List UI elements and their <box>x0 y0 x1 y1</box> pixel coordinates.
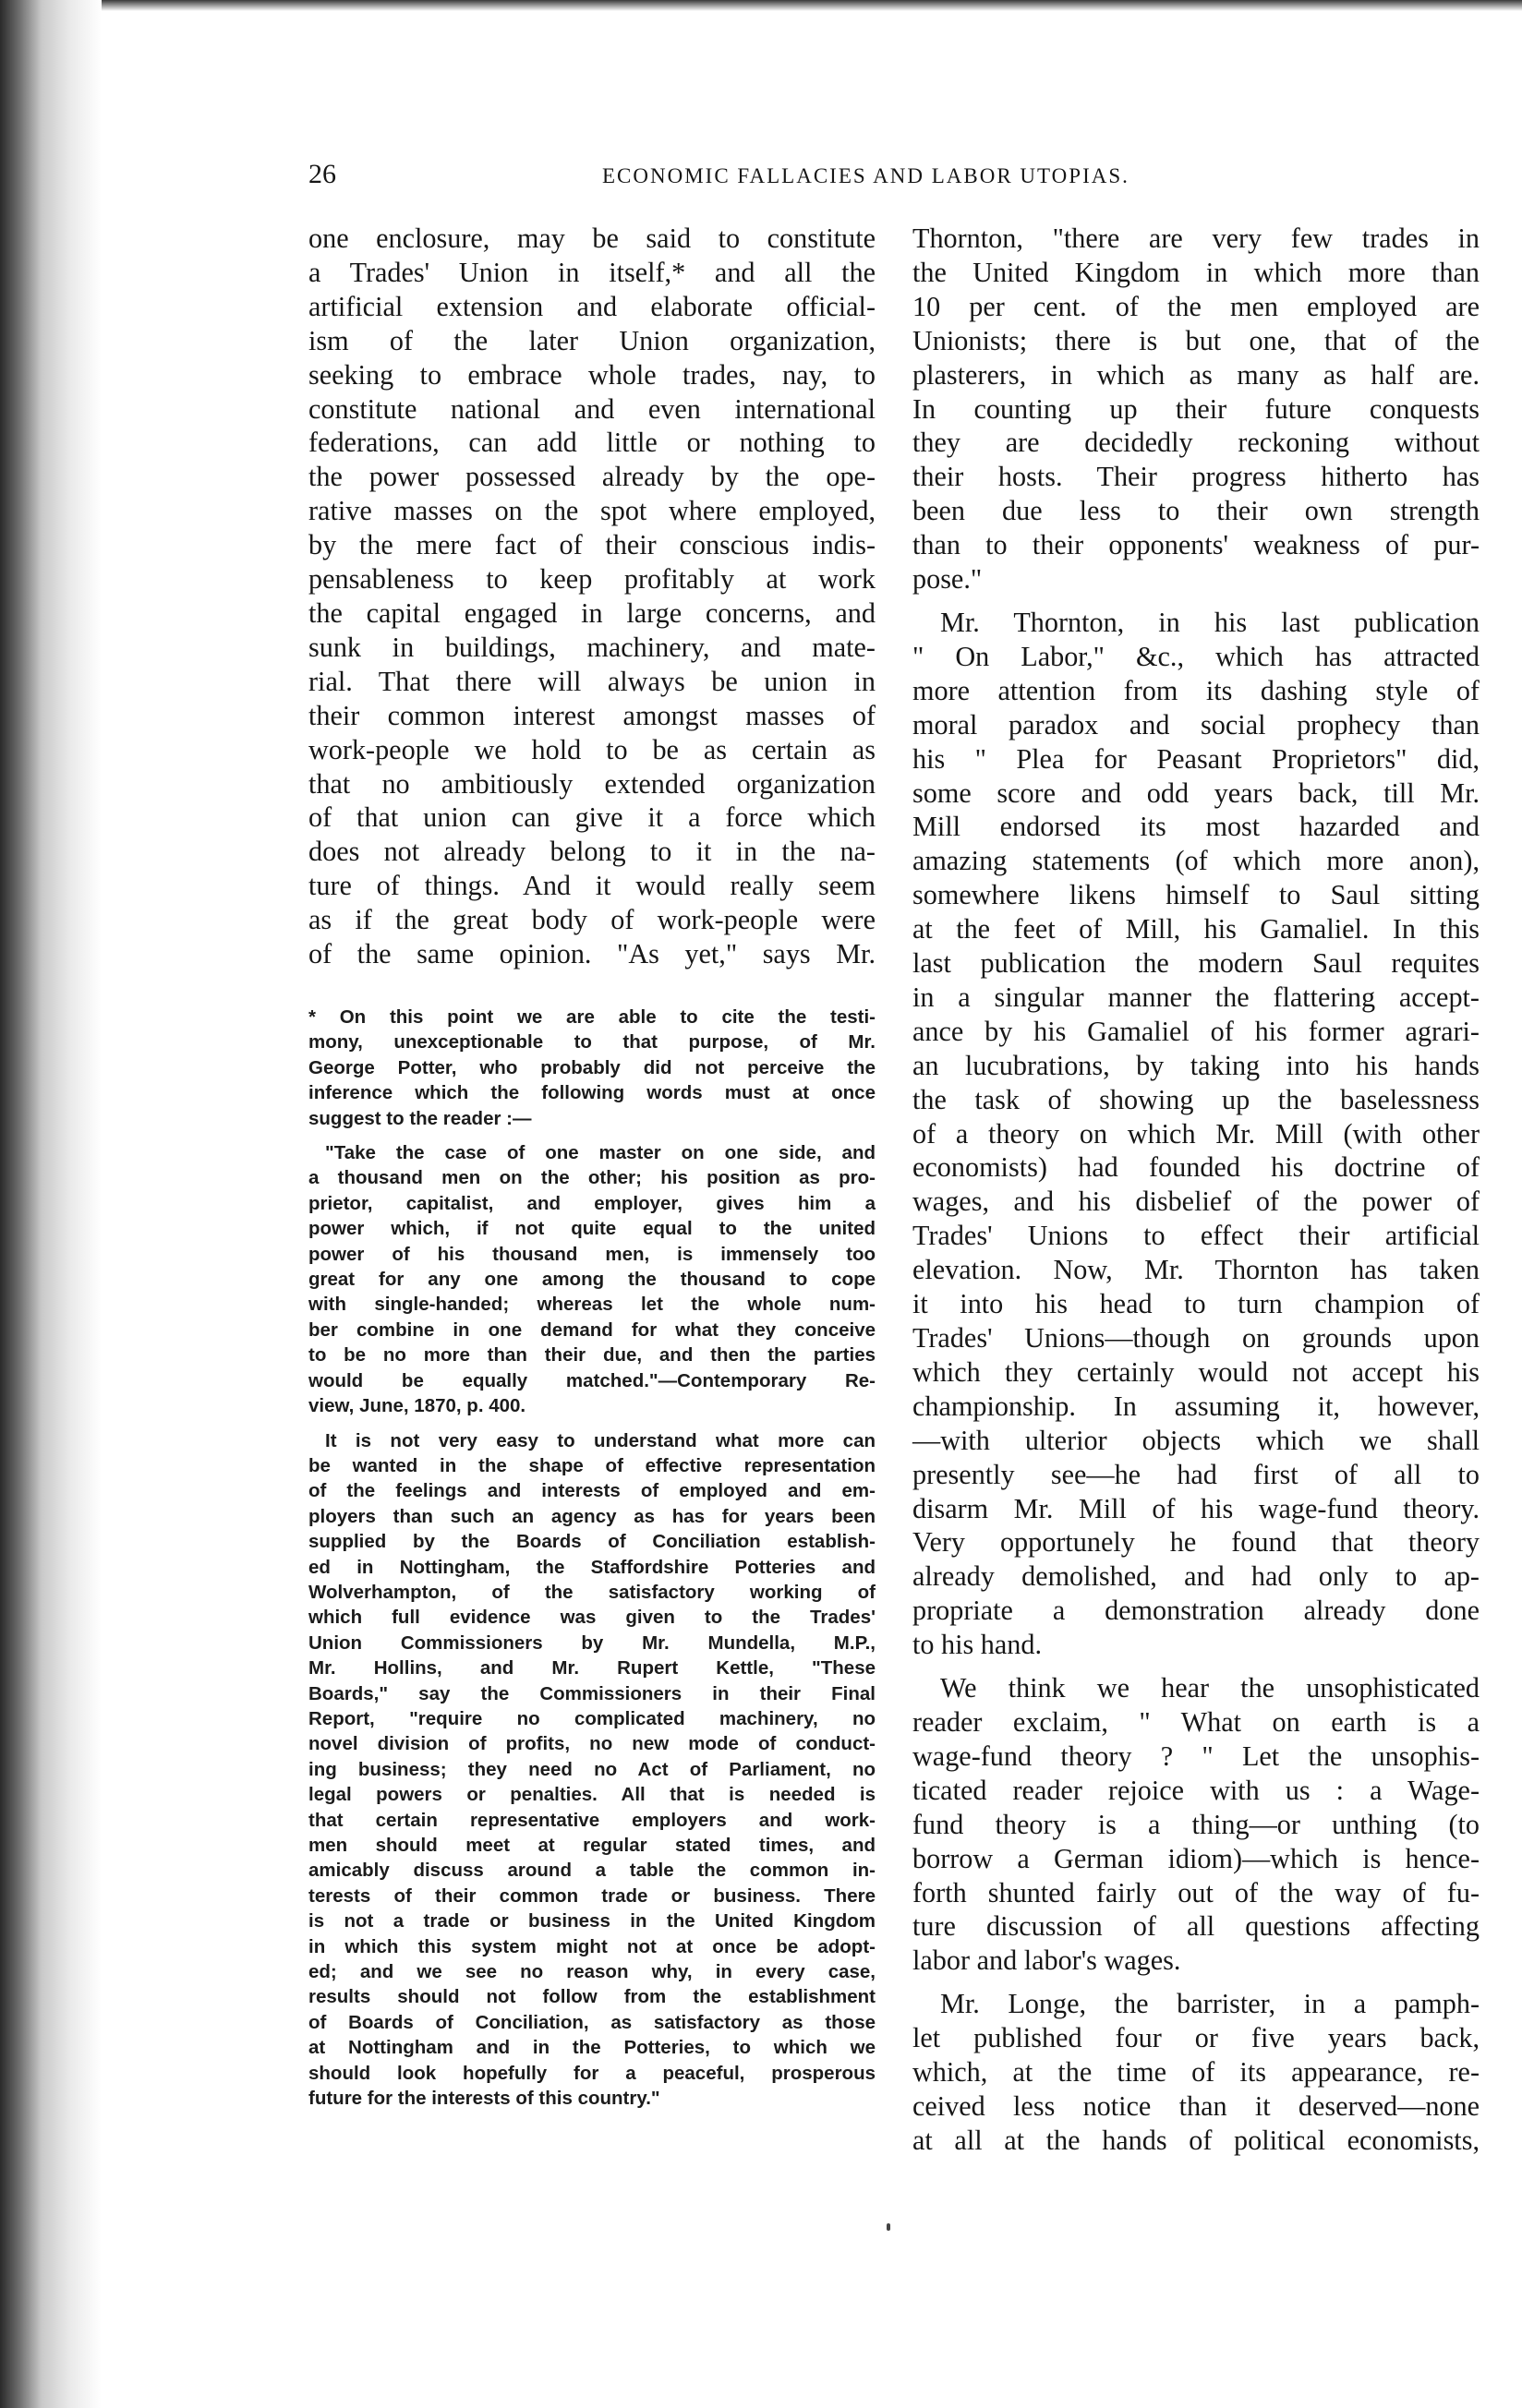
text-line: pensableness to keep profitably at work <box>308 563 876 596</box>
text-line: Wolverhampton, of the satisfactory working of <box>308 1581 876 1603</box>
text-line: which, at the time of its appearance, re- <box>912 2056 1480 2089</box>
text-line: it into his head to turn champion of <box>912 1288 1480 1320</box>
text-line: the capital engaged in large concerns, and <box>308 596 876 629</box>
text-line: supplied by the Boards of Conciliation establish- <box>308 1531 876 1553</box>
text-line: " On Labor," &c., which has attracted <box>912 640 1480 672</box>
footnote-paragraph <box>308 1428 876 2112</box>
text-line: prietor, capitalist, and employer, gives him a <box>308 1192 876 1214</box>
text-line: of Boards of Conciliation, as satisfactory as those <box>308 2011 876 2033</box>
text-line: more attention from its dashing style of <box>912 674 1480 706</box>
text-line: ployers than such an agency as has for years been <box>308 1505 876 1527</box>
text-line: inference which the following words must at once <box>308 1082 876 1104</box>
text-line: be wanted in the shape of effective representation <box>308 1454 876 1476</box>
footnote-paragraph <box>308 1005 876 1131</box>
running-head: ECONOMIC FALLACIES AND LABOR UTOPIAS. <box>602 164 1129 187</box>
text-line: let published four or five years back, <box>912 2022 1480 2054</box>
text-line: is not a trade or business in the United Kingdom <box>308 1910 876 1932</box>
text-line: 10 per cent. of the men employed are <box>912 290 1480 322</box>
text-line: wage-fund theory ? " Let the unsophis- <box>912 1740 1480 1772</box>
text-line: which they certainly would not accept his <box>912 1355 1480 1388</box>
text-line: at the feet of Mill, his Gamaliel. In this <box>912 913 1480 945</box>
text-line: Boards," say the Commissioners in their Final <box>308 1682 876 1704</box>
text-line: labor and labor's wages. <box>912 1944 1181 1977</box>
text-line: rial. That there will always be union in <box>308 665 876 697</box>
text-line: moral paradox and social prophecy than <box>912 708 1480 740</box>
text-line: ber combine in one demand for what they conceive <box>308 1318 876 1341</box>
text-line: forth shunted fairly out of the way of fu- <box>912 1876 1480 1908</box>
text-line: wages, and his disbelief of the power of <box>912 1186 1480 1218</box>
stray-ink-mark <box>887 2223 890 2231</box>
text-line: reader exclaim, " What on earth is a <box>912 1705 1480 1738</box>
text-line: mony, unexceptionable to that purpose, of Mr. <box>308 1031 876 1054</box>
text-line: would be equally matched."—Contemporary Re- <box>308 1369 876 1391</box>
text-line: * On this point we are able to cite the testi- <box>308 1006 876 1028</box>
text-line: presently see—he had first of all to <box>912 1458 1480 1490</box>
text-line: federations, can add little or nothing to <box>308 427 876 459</box>
text-line: men should meet at regular stated times, and <box>308 1835 876 1856</box>
text-line: Unionists; there is but one, that of the <box>912 324 1480 356</box>
text-line: been due less to their own strength <box>912 495 1480 527</box>
text-line: Mr. Thornton, in his last publication <box>940 606 1480 638</box>
text-line: as if the great body of work-people were <box>308 904 876 936</box>
text-line: that no ambitiously extended organization <box>308 767 876 800</box>
text-line: future for the interests of this country." <box>308 2088 660 2110</box>
text-line: his " Plea for Peasant Proprietors" did, <box>912 742 1480 775</box>
text-line: a Trades' Union in itself,* and all the <box>308 256 876 288</box>
text-line: sunk in buildings, machinery, and mate- <box>308 631 876 663</box>
text-line: In counting up their future conquests <box>912 392 1480 425</box>
text-line: their hosts. Their progress hitherto has <box>912 461 1480 493</box>
text-line: power of his thousand men, is immensely too <box>308 1243 876 1265</box>
text-line: seeking to embrace whole trades, nay, to <box>308 358 876 391</box>
text-line: Thornton, "there are very few trades in <box>912 223 1480 254</box>
text-line: should look hopefully for a peaceful, prosperous <box>308 2062 876 2084</box>
footnotes <box>308 1005 876 2120</box>
text-line: of a theory on which Mr. Mill (with other <box>912 1117 1480 1150</box>
text-line: that certain representative employers and work- <box>308 1809 876 1831</box>
text-line: George Potter, who probably did not perceive the <box>308 1056 876 1078</box>
text-line: work-people we hold to be as certain as <box>308 733 876 765</box>
body-paragraph <box>912 1671 1480 1978</box>
text-line: a thousand men on the other; his position as pro- <box>308 1167 876 1189</box>
text-line: Trades' Unions to effect their artificial <box>912 1220 1480 1252</box>
left-column <box>308 222 876 971</box>
text-line: some score and odd years back, till Mr. <box>912 777 1480 809</box>
text-line: than to their opponents' weakness of pur- <box>912 529 1480 561</box>
text-line: the United Kingdom in which more than <box>912 256 1480 288</box>
text-line: to be no more than their due, and then the parties <box>308 1344 876 1367</box>
text-line: Trades' Unions—though on grounds upon <box>912 1322 1480 1354</box>
text-line: rative masses on the spot where employed, <box>308 495 876 527</box>
text-line: the power possessed already by the ope- <box>308 461 876 493</box>
text-line: pose." <box>912 563 983 596</box>
text-line: somewhere likens himself to Saul sitting <box>912 879 1480 911</box>
text-line: Union Commissioners by Mr. Mundella, M.P., <box>308 1631 876 1654</box>
text-line: by the mere fact of their conscious indis- <box>308 529 876 561</box>
text-line: borrow a German idiom)—which is hence- <box>912 1842 1480 1874</box>
text-line: results should not follow from the establishment <box>308 1986 876 2008</box>
text-line: ance by his Gamaliel of his former agrari- <box>912 1015 1480 1047</box>
text-line: power which, if not quite equal to the united <box>308 1218 876 1240</box>
text-line: "Take the case of one master on one side, and <box>325 1142 876 1164</box>
left-paragraph <box>308 222 876 971</box>
text-line: the task of showing up the baselessness <box>912 1083 1480 1115</box>
book-binding-edge <box>0 0 102 2408</box>
page-header <box>308 159 1491 196</box>
text-line: Report, "require no complicated machinery, no <box>308 1707 876 1729</box>
text-line: ed in Nottingham, the Staffordshire Potteries and <box>308 1556 876 1578</box>
text-line: ticated reader rejoice with us : a Wage- <box>912 1774 1480 1806</box>
text-line: of the same opinion. "As yet," says Mr. <box>308 938 876 970</box>
text-line: their common interest amongst masses of <box>308 699 876 731</box>
text-line: with single-handed; whereas let the whole num- <box>308 1294 876 1316</box>
text-line: they are decidedly reckoning without <box>912 427 1480 459</box>
text-line: at all at the hands of political economists, <box>912 2124 1480 2156</box>
text-line: which full evidence was given to the Trades' <box>308 1607 876 1629</box>
right-column <box>912 222 1480 2158</box>
text-line: We think we hear the unsophisticated <box>940 1672 1480 1704</box>
text-line: ed; and we see no reason why, in every case, <box>308 1961 876 1983</box>
text-line: suggest to the reader :— <box>308 1107 532 1129</box>
text-line: does not already belong to it in the na- <box>308 836 876 868</box>
body-paragraph <box>912 606 1480 1662</box>
text-line: —with ulterior objects which we shall <box>912 1424 1480 1456</box>
text-line: constitute national and even international <box>308 392 876 425</box>
text-line: ism of the later Union organization, <box>308 324 876 356</box>
text-line: Mill endorsed its most hazarded and <box>912 811 1480 843</box>
text-line: amazing statements (of which more anon), <box>912 845 1480 877</box>
text-line: of the feelings and interests of employed and em- <box>308 1480 876 1502</box>
text-line: great for any one among the thousand to cope <box>308 1269 876 1291</box>
text-line: ture discussion of all questions affecting <box>912 1910 1480 1943</box>
text-line: elevation. Now, Mr. Thornton has taken <box>912 1254 1480 1286</box>
text-line: already demolished, and had only to ap- <box>912 1560 1480 1593</box>
text-line: Very opportunely he found that theory <box>912 1526 1480 1559</box>
text-line: Mr. Longe, the barrister, in a pamph- <box>940 1988 1480 2020</box>
footnote-paragraph <box>308 1140 876 1418</box>
body-paragraph <box>912 1987 1480 2158</box>
text-line: amicably discuss around a table the common in- <box>308 1860 876 1882</box>
text-line: disarm Mr. Mill of his wage-fund theory. <box>912 1492 1480 1524</box>
body-paragraph <box>912 222 1480 596</box>
text-line: an lucubrations, by taking into his hands <box>912 1049 1480 1081</box>
text-line: championship. In assuming it, however, <box>912 1390 1480 1422</box>
text-line: ing business; they need no Act of Parliament, no <box>308 1758 876 1780</box>
text-line: plasterers, in which as many as half are. <box>912 358 1480 391</box>
text-line: artificial extension and elaborate official- <box>308 290 876 322</box>
text-line: to his hand. <box>912 1629 1043 1661</box>
text-line: view, June, 1870, p. 400. <box>308 1395 526 1417</box>
text-line: terests of their common trade or business. There <box>308 1884 876 1907</box>
text-line: ceived less notice than it deserved—none <box>912 2089 1480 2122</box>
text-line: at Nottingham and in the Potteries, to which we <box>308 2037 876 2059</box>
text-line: propriate a demonstration already done <box>912 1595 1480 1627</box>
text-line: one enclosure, may be said to constitute <box>308 223 876 254</box>
page-top-edge <box>0 0 1522 11</box>
text-line: last publication the modern Saul requites <box>912 947 1480 980</box>
page-number: 26 <box>308 159 336 189</box>
text-line: in which this system might not at once be adopt- <box>308 1935 876 1957</box>
text-line: ture of things. And it would really seem <box>308 870 876 902</box>
text-line: novel division of profits, no new mode of conduct- <box>308 1733 876 1755</box>
text-line: Mr. Hollins, and Mr. Rupert Kettle, "These <box>308 1657 876 1680</box>
text-line: It is not very easy to understand what more can <box>325 1429 876 1451</box>
text-line: of that union can give it a force which <box>308 801 876 834</box>
text-line: economists) had founded his doctrine of <box>912 1151 1480 1184</box>
text-line: in a singular manner the flattering accept- <box>912 981 1480 1013</box>
text-line: legal powers or penalties. All that is needed is <box>308 1784 876 1806</box>
text-line: fund theory is a thing—or unthing (to <box>912 1808 1480 1840</box>
